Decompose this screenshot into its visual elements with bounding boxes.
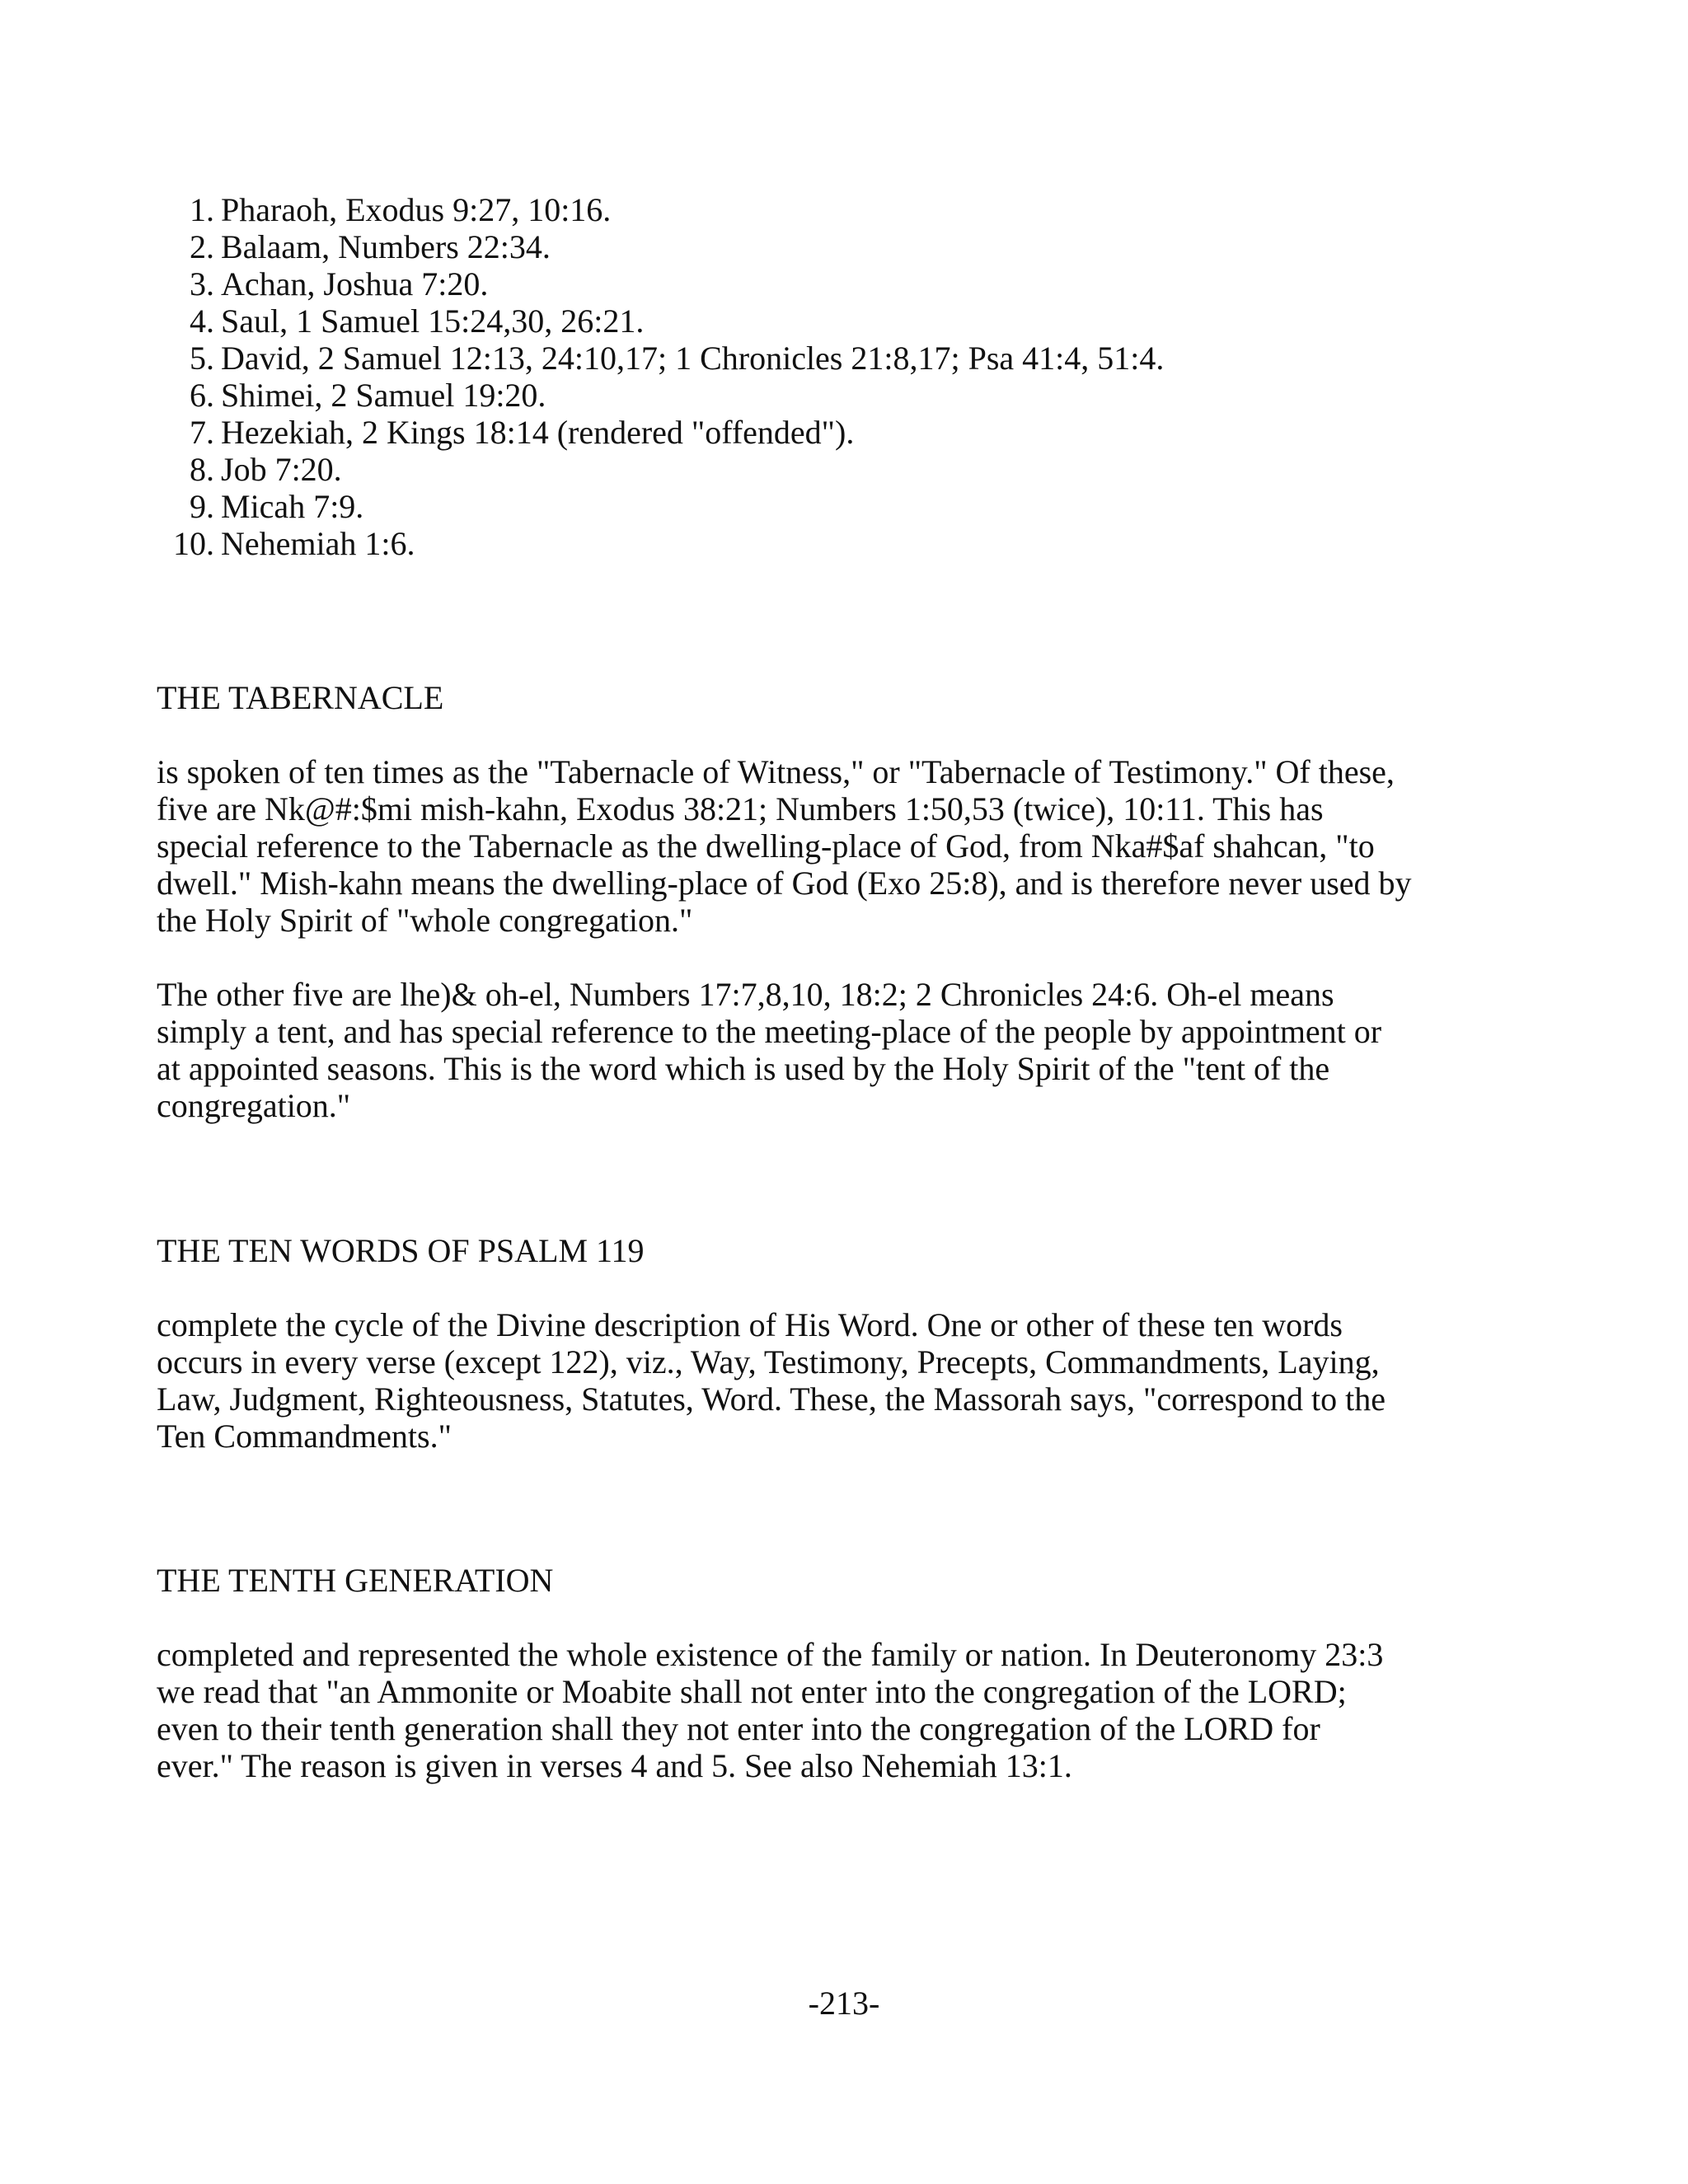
list-item (157, 488, 1558, 525)
sinners-list (157, 191, 1558, 562)
list-item (157, 451, 1558, 488)
tabernacle-section (157, 679, 1541, 1124)
paragraph-line: is spoken of ten times as the "Tabernacle of Witness," or "Tabernacle of Testimony." Of these, (157, 753, 1395, 790)
list-item-text: Balaam, Numbers 22:34. (221, 228, 551, 265)
paragraph-line: congregation." (157, 1087, 351, 1124)
paragraph-line: at appointed seasons. This is the word which is used by the Holy Spirit of the "tent of the (157, 1050, 1330, 1087)
paragraph-line: we read that "an Ammonite or Moabite shall not enter into the congregation of the LORD; (157, 1673, 1347, 1710)
paragraph-line: even to their tenth generation shall they not enter into the congregation of the LORD for (157, 1710, 1320, 1747)
list-item (157, 525, 1558, 562)
paragraph-line: simply a tent, and has special reference to the meeting-place of the people by appointment or (157, 1013, 1382, 1050)
list-item (157, 340, 1558, 377)
list-item-text: Shimei, 2 Samuel 19:20. (221, 377, 546, 414)
psalm-119-section (157, 1232, 1541, 1455)
list-item-number: 6. (190, 377, 214, 414)
list-item-number: 7. (190, 414, 214, 451)
list-item-number: 10. (173, 525, 214, 562)
tenth-generation-section (157, 1562, 1541, 1784)
list-item-text: Achan, Joshua 7:20. (221, 265, 489, 302)
paragraph-line: completed and represented the whole existence of the family or nation. In Deuteronomy 23:3 (157, 1636, 1384, 1673)
list-item-text: Job 7:20. (221, 451, 342, 488)
list-item-number: 5. (190, 340, 214, 377)
list-item (157, 302, 1558, 340)
list-item-number: 8. (190, 451, 214, 488)
list-item-text: Saul, 1 Samuel 15:24,30, 26:21. (221, 302, 645, 340)
paragraph-line: the Holy Spirit of "whole congregation." (157, 902, 693, 939)
list-item-text: Hezekiah, 2 Kings 18:14 (rendered "offended"). (221, 414, 855, 451)
paragraph-line: special reference to the Tabernacle as the dwelling-place of God, from Nka#$af shahcan, "to (157, 827, 1375, 865)
paragraph (157, 976, 1541, 1124)
list-item (157, 228, 1558, 265)
list-item-text: Nehemiah 1:6. (221, 525, 415, 562)
paragraph-line: ever." The reason is given in verses 4 and 5. See also Nehemiah 13:1. (157, 1747, 1072, 1784)
paragraph-line: Ten Commandments." (157, 1418, 452, 1455)
paragraph (157, 1306, 1541, 1455)
list-item (157, 377, 1558, 414)
list-item-number: 3. (190, 265, 214, 302)
list-item (157, 191, 1558, 228)
paragraph-line: occurs in every verse (except 122), viz., Way, Testimony, Precepts, Commandments, Laying, (157, 1343, 1380, 1380)
list-item-number: 1. (190, 191, 214, 228)
paragraph-line: The other five are lhe)& oh-el, Numbers 17:7,8,10, 18:2; 2 Chronicles 24:6. Oh-el means (157, 976, 1334, 1013)
paragraph (157, 1636, 1541, 1784)
paragraph-line: Law, Judgment, Righteousness, Statutes, Word. These, the Massorah says, "correspond to the (157, 1380, 1386, 1418)
list-item-number: 4. (190, 302, 214, 340)
list-item-number: 2. (190, 228, 214, 265)
list-item-number: 9. (190, 488, 214, 525)
list-item (157, 414, 1558, 451)
paragraph-line: complete the cycle of the Divine description of His Word. One or other of these ten words (157, 1306, 1343, 1343)
list-item-text: Micah 7:9. (221, 488, 364, 525)
paragraph-line: dwell." Mish-kahn means the dwelling-place of God (Exo 25:8), and is therefore never used by (157, 865, 1412, 902)
list-item-text: David, 2 Samuel 12:13, 24:10,17; 1 Chronicles 21:8,17; Psa 41:4, 51:4. (221, 340, 1165, 377)
section-heading: THE TEN WORDS OF PSALM 119 (157, 1232, 645, 1269)
section-heading: THE TABERNACLE (157, 679, 444, 716)
page-number: -213- (808, 1985, 880, 2022)
list-item (157, 265, 1558, 302)
paragraph-line: five are Nk@#:$mi mish-kahn, Exodus 38:21; Numbers 1:50,53 (twice), 10:11. This has (157, 790, 1324, 827)
paragraph (157, 753, 1541, 939)
section-heading: THE TENTH GENERATION (157, 1562, 554, 1599)
list-item-text: Pharaoh, Exodus 9:27, 10:16. (221, 191, 612, 228)
